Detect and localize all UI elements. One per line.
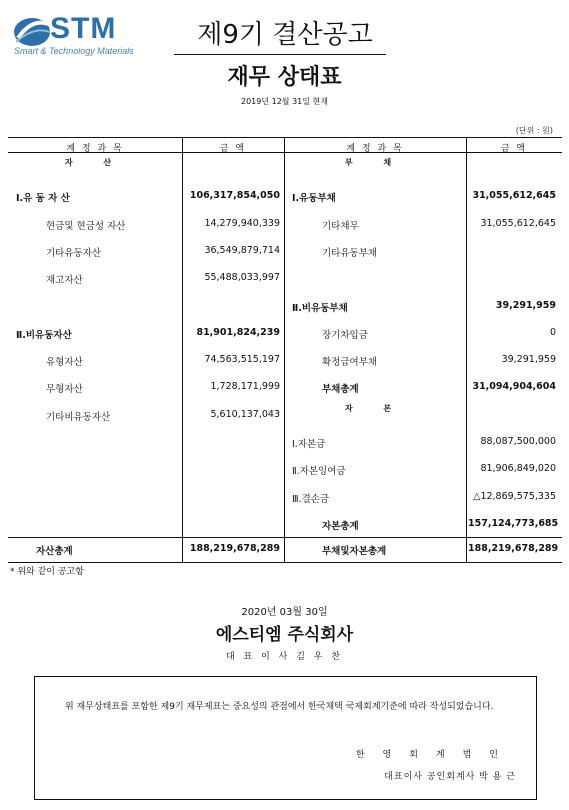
left-account-label: 재고자산: [46, 275, 83, 287]
right-account-label: 자본총계: [322, 520, 359, 532]
left-amount-value: 5,610,137,043: [210, 408, 280, 420]
left-account-label: 기타유동자산: [46, 247, 102, 259]
company-name: 에스티엠 주식회사: [215, 625, 354, 645]
right-account-label: 기타유동부채: [322, 247, 378, 259]
auditor-representative: 대표이사 공인회계사 박 용 근: [384, 772, 516, 782]
left-amount-value: 1,728,171,999: [210, 381, 280, 393]
left-account-label: 자 산: [64, 158, 126, 167]
col-header-account-right: 계 정 과 목: [346, 144, 404, 154]
left-account-label: Ⅰ.유 동 자 산: [16, 193, 70, 205]
left-amount-value: 106,317,854,050: [189, 190, 280, 202]
right-account-label: 장기차입금: [322, 329, 368, 341]
left-account-label: 유형자산: [46, 357, 83, 369]
total-assets-value: 188,219,678,289: [189, 543, 280, 554]
right-amount-value: 157,124,773,685: [468, 517, 559, 529]
right-amount-value: 81,906,849,020: [480, 463, 556, 475]
right-amount-value: 39,291,959: [495, 299, 556, 311]
logo-subtitle: Smart & Technology Materials: [14, 46, 134, 56]
right-account-label: 기타채무: [322, 220, 359, 232]
right-account-label: Ⅱ.자본잉여금: [292, 466, 346, 478]
right-amount-value: 0: [549, 326, 556, 338]
right-account-label: Ⅰ.유동부채: [292, 193, 336, 205]
right-account-label: 확정급여부채: [322, 357, 378, 369]
audit-statement-box: [34, 676, 537, 800]
right-amount-value: 39,291,959: [501, 354, 556, 366]
col-header-amount-left: 금 액: [219, 144, 247, 154]
notice-note: * 위와 같이 공고함: [10, 567, 84, 577]
left-account-label: Ⅱ.비유동자산: [16, 329, 72, 341]
right-amount-value: 31,055,612,645: [472, 190, 556, 202]
page-title: 제9기 결산공고: [197, 20, 373, 50]
right-amount-value: 31,094,904,604: [472, 381, 556, 393]
left-account-label: 현금및 현금성 자산: [46, 220, 126, 232]
auditor-name: 한영회계법인: [355, 750, 516, 760]
left-amount-value: 14,279,940,339: [204, 217, 280, 229]
title-underline: [174, 54, 386, 55]
unit-label: (단위 : 원): [515, 126, 553, 135]
right-amount-value: 31,055,612,645: [480, 217, 556, 229]
right-amount-value: △12,869,575,335: [473, 490, 556, 502]
left-account-label: 무형자산: [46, 384, 83, 396]
left-account-label: 기타비유동자산: [46, 411, 111, 423]
right-account-label: Ⅰ.자본금: [292, 439, 326, 450]
col-header-amount-right: 금 액: [500, 144, 528, 154]
balance-sheet-table: [8, 137, 562, 563]
total-liabilities-equity-label: 부채및자본총계: [322, 546, 387, 557]
left-amount-value: 81,901,824,239: [196, 326, 280, 338]
col-header-account-left: 계 정 과 목: [66, 144, 124, 154]
right-account-label: 부채총계: [322, 384, 359, 396]
page-subtitle: 재무 상태표: [227, 65, 342, 90]
right-account-label: Ⅱ.비유동부채: [292, 302, 348, 314]
left-amount-value: 74,563,515,197: [204, 354, 280, 366]
left-amount-value: 36,549,879,714: [204, 244, 280, 256]
notice-date: 2020년 03월 30일: [241, 607, 328, 618]
report-date: 2019년 12월 31일 현재: [241, 97, 328, 106]
ceo-name: 대 표 이 사 김 우 찬: [225, 652, 344, 662]
total-assets-label: 자산총계: [36, 546, 73, 557]
right-account-label: Ⅲ.결손금: [292, 493, 330, 505]
right-amount-value: 88,087,500,000: [480, 436, 556, 447]
right-account-label: 자 본: [344, 403, 406, 413]
logo-text: STM: [50, 12, 117, 45]
right-account-label: 부 채: [344, 158, 406, 167]
audit-statement: 위 재무상태표를 포함한 제9기 재무제표는 중요성의 관점에서 한국채택 국제회계기준에 따라 작성되었습니다.: [65, 702, 494, 712]
total-liabilities-equity-value: 188,219,678,289: [468, 543, 559, 554]
left-amount-value: 55,488,033,997: [204, 272, 280, 284]
